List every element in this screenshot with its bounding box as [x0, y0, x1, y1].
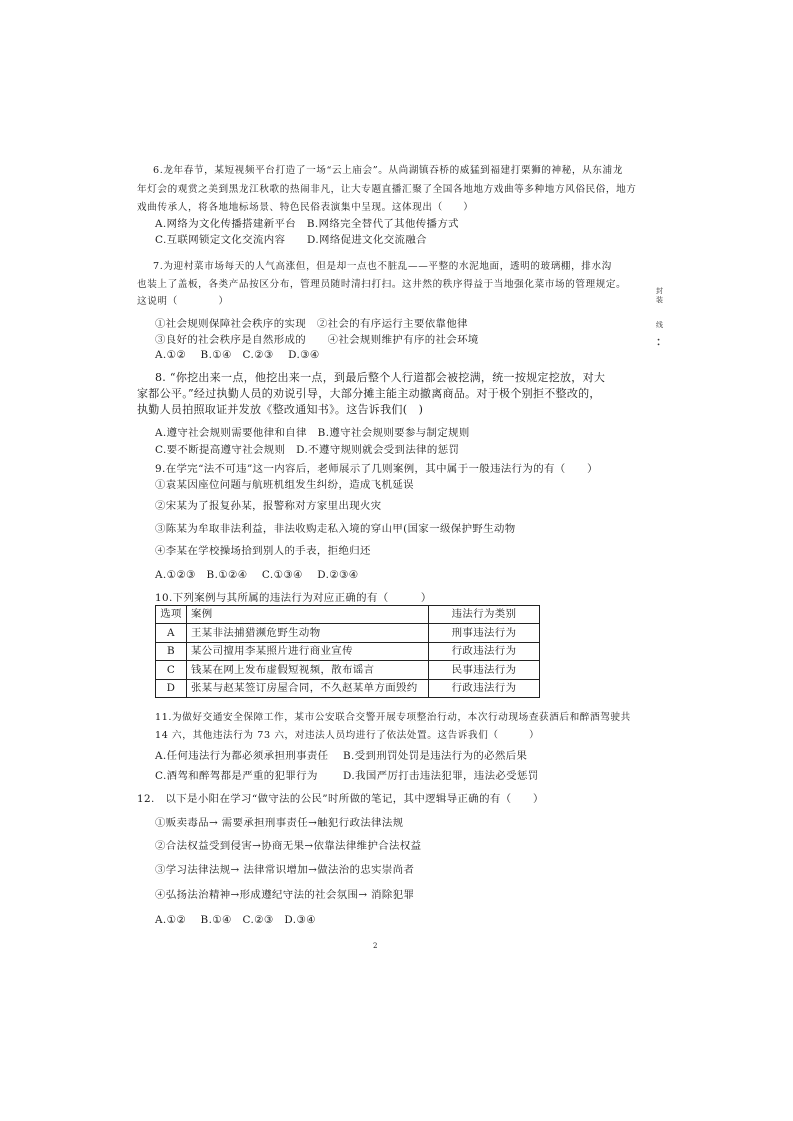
table-cell: 行政违法行为 [429, 642, 540, 660]
margin-mark: 封 [656, 287, 663, 295]
q9-statement-3: ③陈某为牟取非法利益，非法收购走私入境的穿山甲(国家一级保护野生动物 [155, 523, 516, 535]
table-cell: 张某与赵某签订房屋合同，不久赵某单方面毁约 [187, 679, 429, 697]
table-cell: B [156, 642, 187, 660]
q8-stem-line1: 8. “你挖出来一点，他挖出来一点，到最后整个人行道都会被挖满，统一按规定挖放，对大 [155, 371, 606, 384]
q8-stem-line3: 执勤人员拍照取证并发放《整改通知书》。这告诉我们( ) [137, 403, 424, 416]
table-cell: C [156, 661, 187, 679]
table-cell: 某公司擅用李某照片进行商业宣传 [187, 642, 429, 660]
q7-stem-line2: 也装上了盖板，各类产品按区分布，管理员随时清扫打扫。这井然的秩序得益于当地强化菜市场的管理规定。 [137, 279, 627, 290]
q12-statement-1: ①贩卖毒品→ 需要承担刑事责任→触犯行政法律法规 [155, 817, 404, 829]
q7-options: A.①② B.①④ C.②③ D.③④ [155, 349, 320, 361]
q9-options: A.①②③ B.①②④ C.①③④ D.②③④ [155, 569, 359, 581]
table-cell: A [156, 624, 187, 642]
q6-options-ab: A.网络为文化传播搭建新平台 B.网络完全替代了其他传播方式 [155, 218, 459, 230]
table-header-cell: 选项 [156, 606, 187, 624]
q7-stem-line1: 7.为迎村菜市场每天的人气高涨但，但是却一点也不脏乱——平整的水泥地面，透明的玻璃棚，排水沟 [153, 261, 612, 272]
q6-options-cd: C.互联网锁定文化交流内容 D.网络促进文化交流融合 [155, 234, 427, 246]
table-cell: 民事违法行为 [429, 661, 540, 679]
q11-stem-line2: 14 六，其他违法行为 73 六，对违法人员均进行了依法处置。这告诉我们（ ） [155, 730, 540, 741]
page-number: 2 [373, 942, 378, 950]
q10-stem: 10.下列案例与其所属的违法行为对应正确的有（ ） [155, 592, 432, 604]
q6-stem-line2: 年灯会的观赏之美到黑龙江秋歌的热闹非凡，让大专题直播汇聚了全国各地地方戏曲等多种地方风俗民俗，地方 [137, 184, 637, 195]
q8-options-ab: A.遵守社会规则需要他律和自律 B.遵守社会规则要参与制定规则 [155, 427, 470, 439]
table-cell: D [156, 679, 187, 697]
q12-options: A.①② B.①④ C.②③ D.③④ [155, 914, 316, 926]
q9-statement-4: ④李某在学校操场拾到别人的手表，拒绝归还 [155, 545, 371, 557]
margin-mark: 装 [656, 296, 663, 304]
q9-stem: 9.在学完“法不可违”这一内容后，老师展示了几则案例，其中属于一般违法行为的有（ ） [155, 463, 598, 475]
q9-statement-1: ①袁某因座位问题与航班机组发生纠纷，造成飞机延误 [155, 479, 414, 491]
q11-stem-line1: 11.为做好交通安全保障工作，某市公安联合交警开展专项整治行动，本次行动现场查获酒后和醉酒驾驶共 [155, 712, 631, 723]
table-cell: 钱某在网上发布虚假短视频，散布谣言 [187, 661, 429, 679]
q6-stem-line1: 6.龙年春节，某短视频平台打造了一场“云上庙会”。从尚湖镇吞桥的威猛到福建打栗狮的神秘，从东浦龙 [153, 165, 623, 176]
margin-mark: 线 [656, 321, 663, 329]
table-row [156, 624, 540, 642]
table-cell: 行政违法行为 [429, 679, 540, 697]
table-cell: 刑事违法行为 [429, 624, 540, 642]
q9-statement-2: ②宋某为了报复孙某，报警称对方家里出现火灾 [155, 500, 382, 512]
q12-statement-3: ③学习法律法规→ 法律常识增加→做法治的忠实崇尚者 [155, 864, 415, 876]
table-header-cell: 案例 [187, 606, 429, 624]
table-header-cell: 违法行为类别 [429, 606, 540, 624]
q12-statement-2: ②合法权益受到侵害→协商无果→依靠法律维护合法权益 [155, 840, 422, 852]
table-row [156, 642, 540, 660]
q10-table [155, 605, 540, 698]
q7-statements-34: ③良好的社会秩序是自然形成的 ④社会规则维护有序的社会环境 [155, 334, 479, 346]
q12-stem: 12. 以下是小阳在学习“做守法的公民”时所做的笔记，其中逻辑导正确的有（ ） [137, 793, 544, 805]
table-row [156, 679, 540, 697]
table-header-row [156, 606, 540, 624]
table-cell: 王某非法捕猎濒危野生动物 [187, 624, 429, 642]
q8-options-cd: C.要不断提高遵守社会规则 D.不遵守规则就会受到法律的惩罚 [155, 444, 460, 456]
q8-stem-line2: 家都公平。”经过执勤人员的劝说引导，大部分摊主能主动撤离商品。对于极个别拒不整改的， [137, 387, 601, 400]
table-row [156, 661, 540, 679]
q11-options-ab: A.任何违法行为都必须承担刑事责任 B.受到刑罚处罚是违法行为的必然后果 [155, 750, 528, 762]
q7-stem-line3: 这说明（ ） [137, 296, 229, 307]
q11-options-cd: C.酒驾和醉驾都是严重的犯罪行为 D.我国严厉打击违法犯罪，违法必受惩罚 [155, 770, 539, 782]
q12-statement-4: ④弘扬法治精神→形成遵纪守法的社会氛围→ 消除犯罪 [155, 889, 415, 901]
margin-mark: ： [656, 335, 667, 348]
q6-stem-line3: 戏曲传承人，将各地地标场景、特色民俗表演集中呈现。这体现出（ ） [137, 202, 474, 213]
q7-statements-12: ①社会规则保障社会秩序的实现 ②社会的有序运行主要依靠他律 [155, 318, 468, 330]
